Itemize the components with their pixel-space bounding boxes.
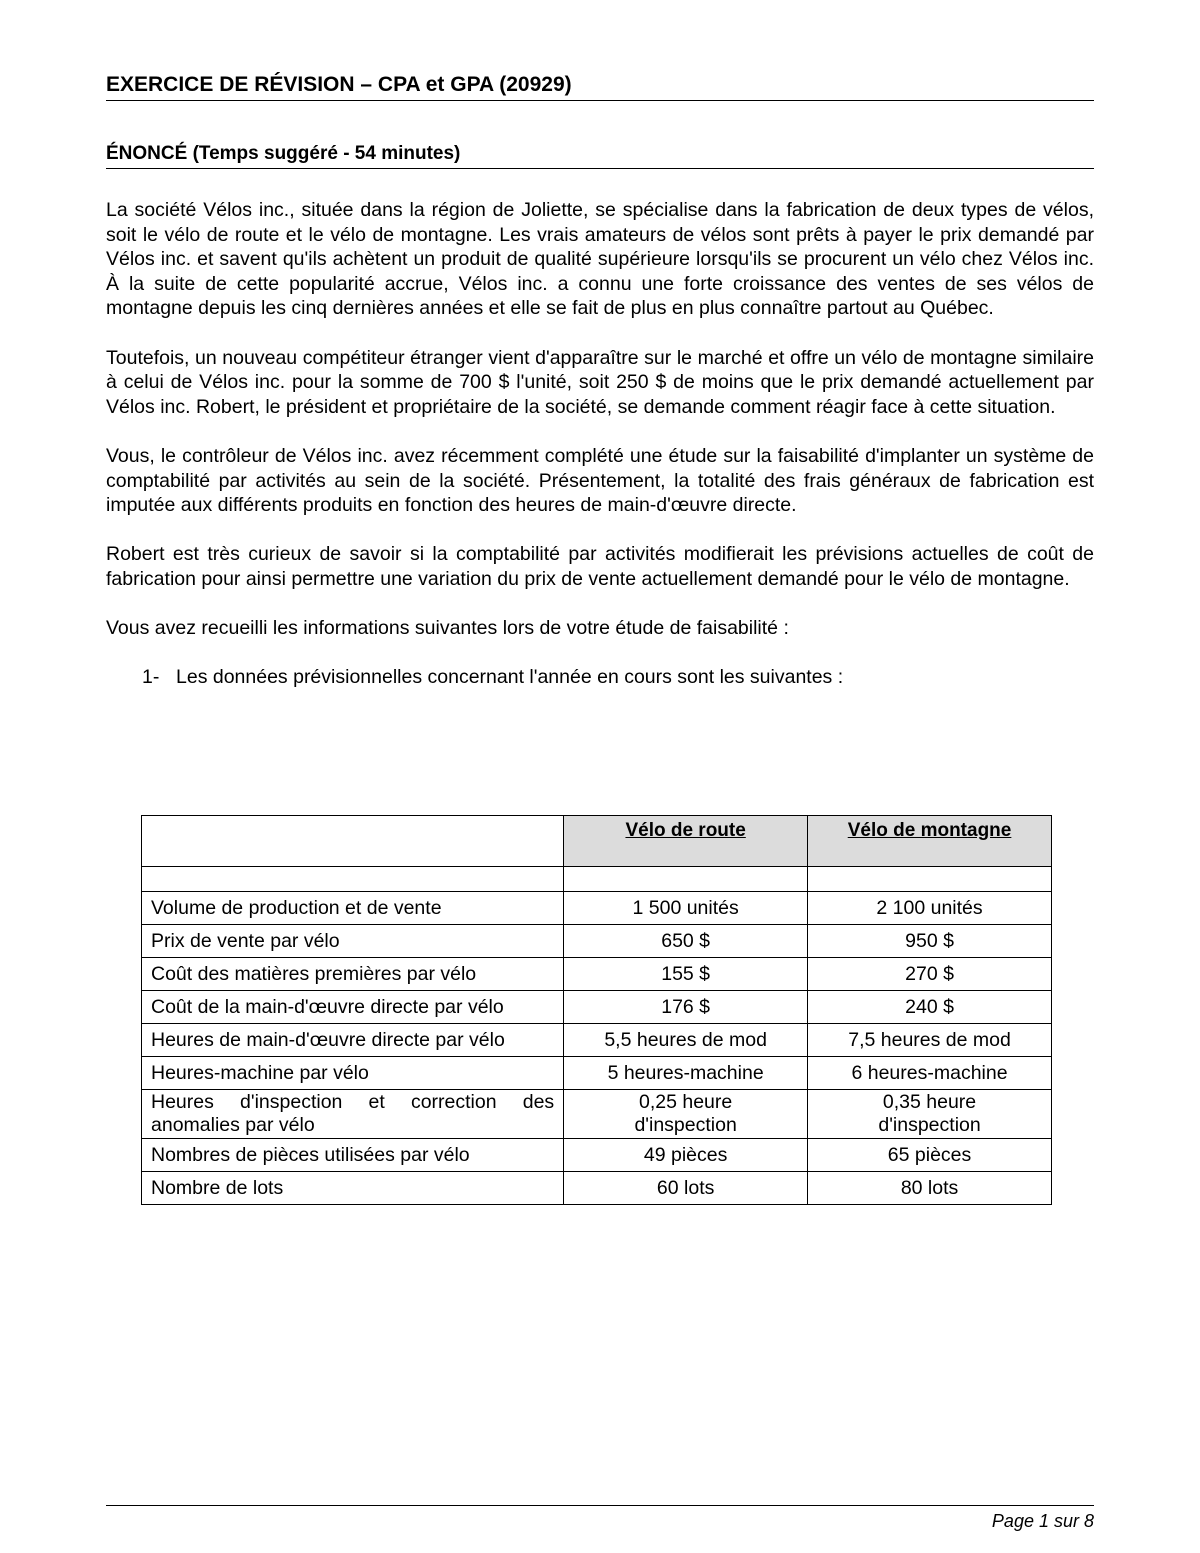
mountain-bike-value: 950 $	[808, 925, 1052, 958]
table-row	[142, 1024, 1052, 1057]
row-label: Coût de la main-d'œuvre directe par vélo	[142, 991, 564, 1024]
paragraph: Vous avez recueilli les informations suivantes lors de votre étude de faisabilité :	[106, 617, 789, 640]
road-bike-value: 5 heures-machine	[564, 1057, 808, 1090]
mountain-bike-value: 7,5 heures de mod	[808, 1024, 1052, 1057]
mountain-bike-value: 6 heures-machine	[808, 1057, 1052, 1090]
list-number: 1-	[142, 666, 160, 689]
road-bike-value: 1 500 unités	[564, 892, 808, 925]
mountain-bike-value: 240 $	[808, 991, 1052, 1024]
mountain-bike-value: 80 lots	[808, 1172, 1052, 1205]
row-label: Nombre de lots	[142, 1172, 564, 1205]
paragraph: Toutefois, un nouveau compétiteur étranger vient d'apparaître sur le marché et offre un vélo de montagne similaire à celui de Vélos inc. pour la somme de 700 $ l'unité, soit 250 $ de moins que le prix demandé actuellement par Vélos inc. Robert, le président et propriétaire de la société, se demande comment réagir face à cette situation.	[106, 346, 1094, 418]
paragraph: Robert est très curieux de savoir si la comptabilité par activités modifierait les prévisions actuelles de coût de fabrication pour ainsi permettre une variation du prix de vente actuellement demandé pour le vélo de montagne.	[106, 543, 1094, 590]
row-label: Heures de main-d'œuvre directe par vélo	[142, 1024, 564, 1057]
footer-divider	[106, 1505, 1094, 1506]
list-text: Les données prévisionnelles concernant l'année en cours sont les suivantes :	[176, 666, 844, 689]
table-cell	[564, 867, 808, 892]
page-title: EXERCICE DE RÉVISION – CPA et GPA (20929)	[106, 72, 1094, 101]
table-row	[142, 991, 1052, 1024]
table-spacer-row	[142, 867, 1052, 892]
list-item	[106, 665, 1094, 690]
row-label: Heures-machine par vélo	[142, 1057, 564, 1090]
road-bike-value: 176 $	[564, 991, 808, 1024]
row-label: Coût des matières premières par vélo	[142, 958, 564, 991]
road-bike-value: 650 $	[564, 925, 808, 958]
row-label: Nombres de pièces utilisées par vélo	[142, 1139, 564, 1172]
table-header-mountain-bike: Vélo de montagne	[808, 816, 1052, 867]
table-row	[142, 925, 1052, 958]
paragraph: La société Vélos inc., située dans la région de Joliette, se spécialise dans la fabrication de deux types de vélos, soit le vélo de route et le vélo de montagne. Les vrais amateurs de vélos sont prêts à payer le prix demandé par Vélos inc. et savent qu'ils achètent un produit de qualité supérieure lorsqu'ils se procurent un vélo chez Vélos inc. À la suite de cette popularité accrue, Vélos inc. a connu une forte croissance des ventes de ses vélos de montagne depuis les cinq dernières années et elle se fait de plus en plus connaître partout au Québec.	[106, 199, 1094, 320]
document-body	[106, 198, 1094, 690]
road-bike-value: 5,5 heures de mod	[564, 1024, 808, 1057]
table-row	[142, 892, 1052, 925]
paragraph: Vous, le contrôleur de Vélos inc. avez récemment complété une étude sur la faisabilité d'implanter un système de comptabilité par activités au sein de la société. Présentement, la totalité des frais généraux de fabrication est imputée aux différents produits en fonction des heures de main-d'œuvre directe.	[106, 444, 1094, 517]
road-bike-value: 49 pièces	[564, 1139, 808, 1172]
forecast-table	[141, 815, 1052, 1205]
table-header-row	[142, 816, 1052, 867]
table-cell	[808, 867, 1052, 892]
road-bike-value: 0,25 heure d'inspection	[564, 1090, 808, 1139]
road-bike-value: 60 lots	[564, 1172, 808, 1205]
table-row	[142, 958, 1052, 991]
mountain-bike-value: 270 $	[808, 958, 1052, 991]
table-row	[142, 1057, 1052, 1090]
row-label: Volume de production et de vente	[142, 892, 564, 925]
table-header-road-bike: Vélo de route	[564, 816, 808, 867]
mountain-bike-value: 65 pièces	[808, 1139, 1052, 1172]
page-number: Page 1 sur 8	[991, 1511, 1094, 1531]
road-bike-value: 155 $	[564, 958, 808, 991]
table-cell	[142, 867, 564, 892]
row-label: Heures d'inspection et correction des anomalies par vélo	[142, 1090, 564, 1139]
section-title: ÉNONCÉ (Temps suggéré - 54 minutes)	[106, 142, 1094, 169]
mountain-bike-value: 2 100 unités	[808, 892, 1052, 925]
table-header-empty	[142, 816, 564, 867]
row-label: Prix de vente par vélo	[142, 925, 564, 958]
mountain-bike-value: 0,35 heure d'inspection	[808, 1090, 1052, 1139]
table-row	[142, 1090, 1052, 1139]
table-row	[142, 1172, 1052, 1205]
table-row	[142, 1139, 1052, 1172]
